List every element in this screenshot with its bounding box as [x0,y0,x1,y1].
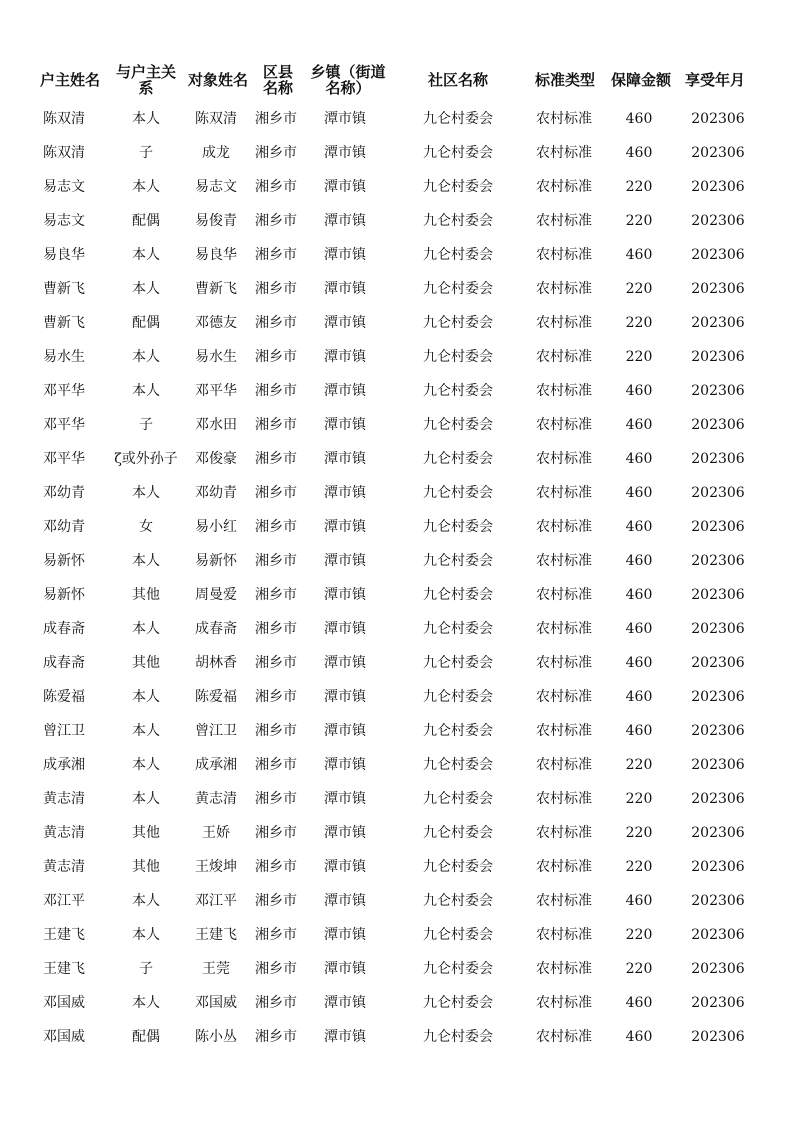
recipient-name-cell: 周曼爱 [195,587,237,603]
householder-name-cell: 陈爱福 [43,689,85,705]
relation-cell: 本人 [132,689,160,705]
table-body [26,102,766,1054]
table-row [26,408,766,442]
community-cell: 九仑村委会 [423,927,493,943]
township-cell: 潭市镇 [324,179,366,195]
standard-type-cell: 农村标准 [536,621,592,637]
relation-cell: 本人 [132,111,160,127]
period-cell: 202306 [691,179,745,195]
township-cell: 潭市镇 [324,791,366,807]
householder-name-cell: 易志文 [43,179,85,195]
householder-name-cell: 黄志清 [43,859,85,875]
relation-cell: 配偶 [132,1029,160,1045]
period-cell: 202306 [691,757,745,773]
period-cell: 202306 [691,519,745,535]
community-cell: 九仑村委会 [423,621,493,637]
householder-name-cell: 易水生 [43,349,85,365]
amount-cell: 220 [625,859,653,875]
period-cell: 202306 [691,927,745,943]
community-cell: 九仑村委会 [423,553,493,569]
table-row [26,986,766,1020]
table-row [26,442,766,476]
column-header-period: 享受年月 [684,71,745,89]
period-cell: 202306 [691,587,745,603]
relation-cell: 本人 [132,723,160,739]
period-cell: 202306 [691,553,745,569]
relation-cell: 子 [139,961,153,977]
recipient-name-cell: 易小红 [195,519,237,535]
township-cell: 潭市镇 [324,451,366,467]
table-row [26,374,766,408]
table-row [26,340,766,374]
householder-name-cell: 邓平华 [43,451,85,467]
table-row [26,510,766,544]
relation-cell: 本人 [132,247,160,263]
standard-type-cell: 农村标准 [536,553,592,569]
recipient-name-cell: 曾江卫 [195,723,237,739]
table-row [26,952,766,986]
period-cell: 202306 [691,791,745,807]
householder-name-cell: 邓幼青 [43,519,85,535]
recipient-name-cell: 王莞 [202,961,230,977]
standard-type-cell: 农村标准 [536,315,592,331]
householder-name-cell: 曹新飞 [43,281,85,297]
community-cell: 九仑村委会 [423,1029,493,1045]
amount-cell: 460 [625,1029,653,1045]
county-cell: 湘乡市 [255,349,297,365]
county-cell: 湘乡市 [255,281,297,297]
standard-type-cell: 农村标准 [536,859,592,875]
relation-cell: 女 [139,519,153,535]
relation-cell: 本人 [132,485,160,501]
relief-roster-table [26,58,766,1054]
community-cell: 九仑村委会 [423,383,493,399]
amount-cell: 460 [625,587,653,603]
standard-type-cell: 农村标准 [536,825,592,841]
standard-type-cell: 农村标准 [536,247,592,263]
township-cell: 潭市镇 [324,825,366,841]
householder-name-cell: 易良华 [43,247,85,263]
county-cell: 湘乡市 [255,587,297,603]
standard-type-cell: 农村标准 [536,995,592,1011]
standard-type-cell: 农村标准 [536,349,592,365]
householder-name-cell: 曾江卫 [43,723,85,739]
table-row [26,782,766,816]
period-cell: 202306 [691,383,745,399]
recipient-name-cell: 易俊青 [195,213,237,229]
recipient-name-cell: 易良华 [195,247,237,263]
standard-type-cell: 农村标准 [536,519,592,535]
householder-name-cell: 易志文 [43,213,85,229]
recipient-name-cell: 胡林香 [195,655,237,671]
householder-name-cell: 陈双清 [43,111,85,127]
period-cell: 202306 [691,995,745,1011]
relation-cell: 本人 [132,179,160,195]
recipient-name-cell: 邓江平 [195,893,237,909]
amount-cell: 220 [625,281,653,297]
householder-name-cell: 曹新飞 [43,315,85,331]
table-row [26,136,766,170]
standard-type-cell: 农村标准 [536,893,592,909]
amount-cell: 220 [625,961,653,977]
township-cell: 潭市镇 [324,1029,366,1045]
period-cell: 202306 [691,1029,745,1045]
relation-cell: 配偶 [132,213,160,229]
period-cell: 202306 [691,451,745,467]
householder-name-cell: 王建飞 [43,927,85,943]
relation-cell: 本人 [132,757,160,773]
householder-name-cell: 成承湘 [43,757,85,773]
standard-type-cell: 农村标准 [536,281,592,297]
householder-name-cell: 黄志清 [43,825,85,841]
relation-cell: 其他 [132,859,160,875]
column-header-amount: 保障金额 [610,71,671,89]
period-cell: 202306 [691,825,745,841]
county-cell: 湘乡市 [255,723,297,739]
householder-name-cell: 邓幼青 [43,485,85,501]
township-cell: 潭市镇 [324,859,366,875]
standard-type-cell: 农村标准 [536,383,592,399]
recipient-name-cell: 王建飞 [195,927,237,943]
period-cell: 202306 [691,723,745,739]
community-cell: 九仑村委会 [423,281,493,297]
county-cell: 湘乡市 [255,111,297,127]
community-cell: 九仑村委会 [423,111,493,127]
community-cell: 九仑村委会 [423,247,493,263]
standard-type-cell: 农村标准 [536,791,592,807]
table-row [26,238,766,272]
period-cell: 202306 [691,145,745,161]
community-cell: 九仑村委会 [423,179,493,195]
township-cell: 潭市镇 [324,927,366,943]
recipient-name-cell: 邓国威 [195,995,237,1011]
relation-cell: 配偶 [132,315,160,331]
community-cell: 九仑村委会 [423,145,493,161]
community-cell: 九仑村委会 [423,859,493,875]
county-cell: 湘乡市 [255,927,297,943]
table-row [26,306,766,340]
table-row [26,1020,766,1054]
community-cell: 九仑村委会 [423,961,493,977]
period-cell: 202306 [691,417,745,433]
standard-type-cell: 农村标准 [536,451,592,467]
county-cell: 湘乡市 [255,451,297,467]
table-row [26,816,766,850]
township-cell: 潭市镇 [324,247,366,263]
relation-cell: 其他 [132,587,160,603]
community-cell: 九仑村委会 [423,757,493,773]
community-cell: 九仑村委会 [423,213,493,229]
standard-type-cell: 农村标准 [536,689,592,705]
recipient-name-cell: 陈小丛 [195,1029,237,1045]
county-cell: 湘乡市 [255,893,297,909]
community-cell: 九仑村委会 [423,995,493,1011]
township-cell: 潭市镇 [324,111,366,127]
amount-cell: 220 [625,757,653,773]
relation-cell: 本人 [132,995,160,1011]
recipient-name-cell: 王焌坤 [195,859,237,875]
relation-cell: 本人 [132,281,160,297]
recipient-name-cell: 成春斋 [195,621,237,637]
table-row [26,578,766,612]
relation-cell: 其他 [132,655,160,671]
column-header-recipient-name: 对象姓名 [187,71,248,89]
relation-cell: 本人 [132,927,160,943]
county-cell: 湘乡市 [255,213,297,229]
period-cell: 202306 [691,689,745,705]
relation-cell: 本人 [132,791,160,807]
householder-name-cell: 易新怀 [43,553,85,569]
householder-name-cell: 黄志清 [43,791,85,807]
standard-type-cell: 农村标准 [536,213,592,229]
table-row [26,850,766,884]
township-cell: 潭市镇 [324,995,366,1011]
recipient-name-cell: 陈双清 [195,111,237,127]
column-header-relation: 与户主关系 [115,63,176,97]
householder-name-cell: 成春斋 [43,655,85,671]
community-cell: 九仑村委会 [423,655,493,671]
amount-cell: 460 [625,655,653,671]
county-cell: 湘乡市 [255,859,297,875]
recipient-name-cell: 易新怀 [195,553,237,569]
township-cell: 潭市镇 [324,349,366,365]
standard-type-cell: 农村标准 [536,961,592,977]
standard-type-cell: 农村标准 [536,1029,592,1045]
period-cell: 202306 [691,281,745,297]
county-cell: 湘乡市 [255,553,297,569]
table-row [26,612,766,646]
period-cell: 202306 [691,315,745,331]
township-cell: 潭市镇 [324,417,366,433]
table-row [26,748,766,782]
table-row [26,204,766,238]
county-cell: 湘乡市 [255,417,297,433]
column-header-standard-type: 标准类型 [534,71,595,89]
township-cell: 潭市镇 [324,689,366,705]
county-cell: 湘乡市 [255,485,297,501]
amount-cell: 460 [625,621,653,637]
township-cell: 潭市镇 [324,315,366,331]
householder-name-cell: 成春斋 [43,621,85,637]
county-cell: 湘乡市 [255,757,297,773]
county-cell: 湘乡市 [255,1029,297,1045]
township-cell: 潭市镇 [324,621,366,637]
community-cell: 九仑村委会 [423,587,493,603]
amount-cell: 460 [625,553,653,569]
period-cell: 202306 [691,111,745,127]
amount-cell: 460 [625,485,653,501]
recipient-name-cell: 邓水田 [195,417,237,433]
householder-name-cell: 陈双清 [43,145,85,161]
recipient-name-cell: 成承湘 [195,757,237,773]
amount-cell: 220 [625,791,653,807]
period-cell: 202306 [691,485,745,501]
amount-cell: 220 [625,927,653,943]
period-cell: 202306 [691,247,745,263]
community-cell: 九仑村委会 [423,315,493,331]
relation-cell: 本人 [132,349,160,365]
amount-cell: 460 [625,247,653,263]
amount-cell: 220 [625,213,653,229]
period-cell: 202306 [691,859,745,875]
county-cell: 湘乡市 [255,655,297,671]
standard-type-cell: 农村标准 [536,757,592,773]
amount-cell: 220 [625,179,653,195]
township-cell: 潭市镇 [324,553,366,569]
table-row [26,680,766,714]
recipient-name-cell: 成龙 [202,145,230,161]
county-cell: 湘乡市 [255,519,297,535]
county-cell: 湘乡市 [255,689,297,705]
community-cell: 九仑村委会 [423,825,493,841]
community-cell: 九仑村委会 [423,417,493,433]
table-row [26,714,766,748]
township-cell: 潭市镇 [324,893,366,909]
recipient-name-cell: 邓德友 [195,315,237,331]
amount-cell: 460 [625,111,653,127]
period-cell: 202306 [691,621,745,637]
community-cell: 九仑村委会 [423,893,493,909]
county-cell: 湘乡市 [255,315,297,331]
amount-cell: 460 [625,451,653,467]
amount-cell: 460 [625,383,653,399]
township-cell: 潭市镇 [324,213,366,229]
amount-cell: 460 [625,145,653,161]
amount-cell: 220 [625,349,653,365]
householder-name-cell: 邓平华 [43,417,85,433]
amount-cell: 460 [625,519,653,535]
township-cell: 潭市镇 [324,383,366,399]
householder-name-cell: 邓国威 [43,995,85,1011]
relation-cell: ζ或外孙子 [114,451,178,467]
recipient-name-cell: 易水生 [195,349,237,365]
community-cell: 九仑村委会 [423,519,493,535]
relation-cell: 本人 [132,621,160,637]
recipient-name-cell: 邓幼青 [195,485,237,501]
amount-cell: 220 [625,315,653,331]
township-cell: 潭市镇 [324,281,366,297]
table-row [26,646,766,680]
relation-cell: 本人 [132,553,160,569]
amount-cell: 460 [625,995,653,1011]
township-cell: 潭市镇 [324,587,366,603]
column-header-township: 乡镇（街道名称） [310,63,386,97]
community-cell: 九仑村委会 [423,485,493,501]
recipient-name-cell: 王娇 [202,825,230,841]
column-header-county: 区县名称 [262,63,293,97]
table-row [26,918,766,952]
township-cell: 潭市镇 [324,757,366,773]
table-row [26,884,766,918]
township-cell: 潭市镇 [324,519,366,535]
county-cell: 湘乡市 [255,247,297,263]
recipient-name-cell: 曹新飞 [195,281,237,297]
amount-cell: 460 [625,689,653,705]
householder-name-cell: 邓平华 [43,383,85,399]
period-cell: 202306 [691,961,745,977]
standard-type-cell: 农村标准 [536,655,592,671]
county-cell: 湘乡市 [255,791,297,807]
township-cell: 潭市镇 [324,961,366,977]
standard-type-cell: 农村标准 [536,417,592,433]
amount-cell: 460 [625,417,653,433]
recipient-name-cell: 邓俊豪 [195,451,237,467]
table-row [26,544,766,578]
standard-type-cell: 农村标准 [536,927,592,943]
standard-type-cell: 农村标准 [536,179,592,195]
township-cell: 潭市镇 [324,723,366,739]
standard-type-cell: 农村标准 [536,587,592,603]
householder-name-cell: 易新怀 [43,587,85,603]
period-cell: 202306 [691,349,745,365]
county-cell: 湘乡市 [255,621,297,637]
householder-name-cell: 邓江平 [43,893,85,909]
community-cell: 九仑村委会 [423,723,493,739]
amount-cell: 460 [625,723,653,739]
table-header-row [26,58,766,102]
period-cell: 202306 [691,893,745,909]
county-cell: 湘乡市 [255,145,297,161]
householder-name-cell: 王建飞 [43,961,85,977]
community-cell: 九仑村委会 [423,349,493,365]
relation-cell: 子 [139,417,153,433]
standard-type-cell: 农村标准 [536,111,592,127]
column-header-community: 社区名称 [427,71,488,89]
table-row [26,476,766,510]
amount-cell: 220 [625,825,653,841]
county-cell: 湘乡市 [255,825,297,841]
community-cell: 九仑村委会 [423,689,493,705]
recipient-name-cell: 陈爱福 [195,689,237,705]
county-cell: 湘乡市 [255,995,297,1011]
township-cell: 潭市镇 [324,145,366,161]
table-row [26,170,766,204]
county-cell: 湘乡市 [255,383,297,399]
community-cell: 九仑村委会 [423,791,493,807]
county-cell: 湘乡市 [255,179,297,195]
amount-cell: 460 [625,893,653,909]
township-cell: 潭市镇 [324,485,366,501]
householder-name-cell: 邓国威 [43,1029,85,1045]
recipient-name-cell: 邓平华 [195,383,237,399]
table-row [26,102,766,136]
county-cell: 湘乡市 [255,961,297,977]
relation-cell: 子 [139,145,153,161]
standard-type-cell: 农村标准 [536,485,592,501]
recipient-name-cell: 易志文 [195,179,237,195]
relation-cell: 本人 [132,893,160,909]
relation-cell: 本人 [132,383,160,399]
table-row [26,272,766,306]
period-cell: 202306 [691,213,745,229]
community-cell: 九仑村委会 [423,451,493,467]
period-cell: 202306 [691,655,745,671]
township-cell: 潭市镇 [324,655,366,671]
standard-type-cell: 农村标准 [536,145,592,161]
relation-cell: 其他 [132,825,160,841]
standard-type-cell: 农村标准 [536,723,592,739]
column-header-householder-name: 户主姓名 [39,71,100,89]
recipient-name-cell: 黄志清 [195,791,237,807]
